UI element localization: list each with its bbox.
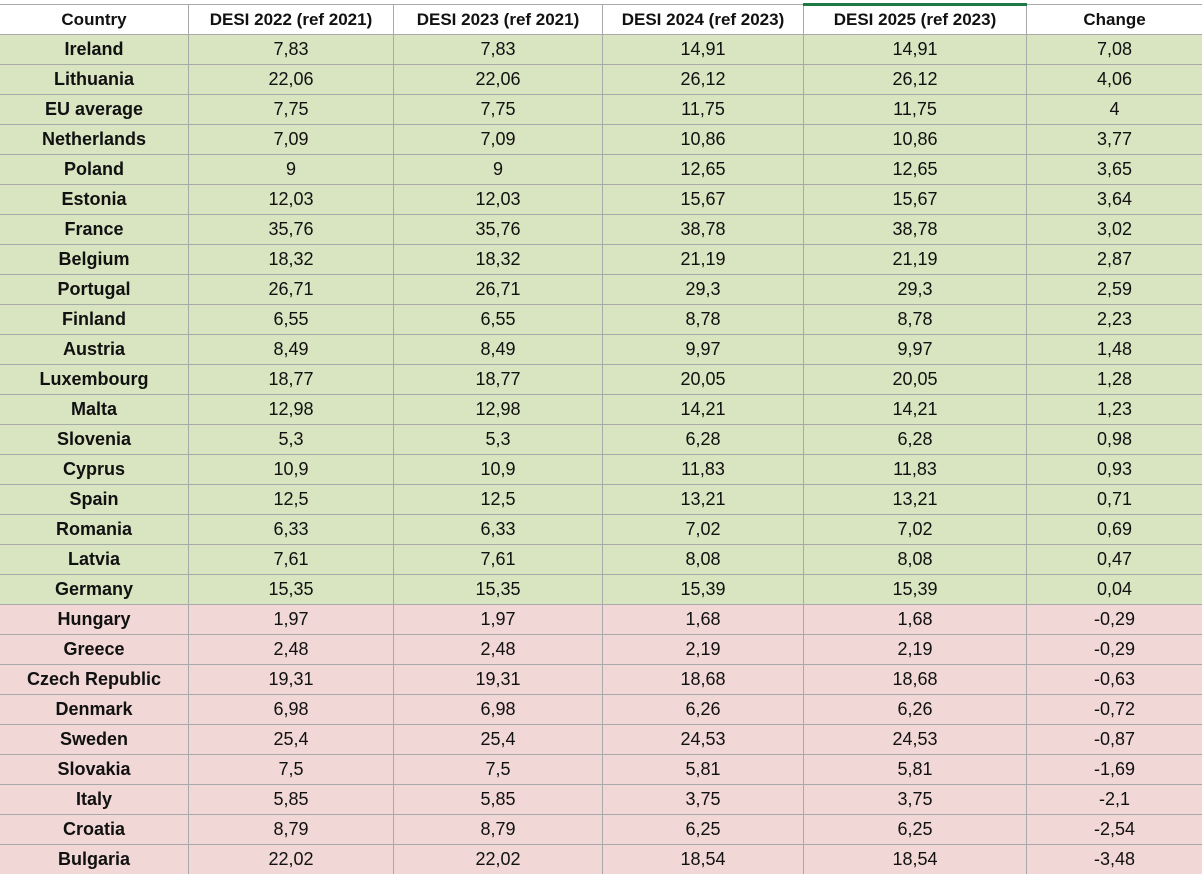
country-cell[interactable]: Germany [0, 575, 189, 605]
desi-2025-cell[interactable]: 8,78 [804, 305, 1027, 335]
desi-2022-cell[interactable]: 12,5 [189, 485, 394, 515]
country-cell[interactable]: Croatia [0, 815, 189, 845]
change-cell[interactable]: -0,29 [1027, 635, 1202, 665]
table-row [0, 215, 1202, 245]
desi-2022-cell[interactable]: 8,49 [189, 335, 394, 365]
desi-2025-cell[interactable]: 20,05 [804, 365, 1027, 395]
country-cell[interactable]: Hungary [0, 605, 189, 635]
desi-2025-cell[interactable]: 3,75 [804, 785, 1027, 815]
table-row [0, 695, 1202, 725]
table-row [0, 725, 1202, 755]
change-cell[interactable]: -2,54 [1027, 815, 1202, 845]
country-cell[interactable]: Estonia [0, 185, 189, 215]
desi-2024-cell[interactable]: 7,02 [603, 515, 804, 545]
desi-2024-cell[interactable]: 11,83 [603, 455, 804, 485]
header-desi-2024[interactable]: DESI 2024 (ref 2023) [603, 5, 804, 35]
desi-2022-cell[interactable]: 9 [189, 155, 394, 185]
desi-2025-cell[interactable]: 9,97 [804, 335, 1027, 365]
desi-2022-cell[interactable]: 10,9 [189, 455, 394, 485]
country-cell[interactable]: Austria [0, 335, 189, 365]
header-desi-2025[interactable]: DESI 2025 (ref 2023) [804, 5, 1027, 35]
desi-2025-cell[interactable]: 12,65 [804, 155, 1027, 185]
change-cell[interactable]: 0,04 [1027, 575, 1202, 605]
desi-2025-cell[interactable]: 14,91 [804, 35, 1027, 65]
desi-2023-cell[interactable]: 26,71 [394, 275, 603, 305]
change-cell[interactable]: 0,98 [1027, 425, 1202, 455]
desi-2024-cell[interactable]: 5,81 [603, 755, 804, 785]
desi-2022-cell[interactable]: 8,79 [189, 815, 394, 845]
change-cell[interactable]: 2,23 [1027, 305, 1202, 335]
table-row [0, 455, 1202, 485]
desi-2022-cell[interactable]: 12,03 [189, 185, 394, 215]
header-row [0, 5, 1202, 35]
desi-2025-cell[interactable]: 14,21 [804, 395, 1027, 425]
desi-2023-cell[interactable]: 12,98 [394, 395, 603, 425]
country-cell[interactable]: Denmark [0, 695, 189, 725]
table-row [0, 65, 1202, 95]
desi-2022-cell[interactable]: 7,09 [189, 125, 394, 155]
desi-2022-cell[interactable]: 7,5 [189, 755, 394, 785]
change-cell[interactable]: 1,23 [1027, 395, 1202, 425]
table-row [0, 305, 1202, 335]
table-row [0, 335, 1202, 365]
desi-2024-cell[interactable]: 13,21 [603, 485, 804, 515]
desi-2023-cell[interactable]: 18,77 [394, 365, 603, 395]
desi-2024-cell[interactable]: 26,12 [603, 65, 804, 95]
country-cell[interactable]: Poland [0, 155, 189, 185]
table-row [0, 155, 1202, 185]
desi-2023-cell[interactable]: 5,3 [394, 425, 603, 455]
table-row [0, 485, 1202, 515]
change-cell[interactable]: 7,08 [1027, 35, 1202, 65]
desi-2023-cell[interactable]: 7,09 [394, 125, 603, 155]
desi-2022-cell[interactable]: 12,98 [189, 395, 394, 425]
desi-2024-cell[interactable]: 18,68 [603, 665, 804, 695]
desi-2024-cell[interactable]: 24,53 [603, 725, 804, 755]
desi-2022-cell[interactable]: 22,06 [189, 65, 394, 95]
table-row [0, 665, 1202, 695]
country-cell[interactable]: Finland [0, 305, 189, 335]
desi-2022-cell[interactable]: 1,97 [189, 605, 394, 635]
header-desi-2022[interactable]: DESI 2022 (ref 2021) [189, 5, 394, 35]
change-cell[interactable]: 0,47 [1027, 545, 1202, 575]
desi-2024-cell[interactable]: 18,54 [603, 845, 804, 874]
desi-2024-cell[interactable]: 38,78 [603, 215, 804, 245]
desi-2022-cell[interactable]: 5,3 [189, 425, 394, 455]
desi-2023-cell[interactable]: 35,76 [394, 215, 603, 245]
desi-2023-cell[interactable]: 7,5 [394, 755, 603, 785]
country-cell[interactable]: Greece [0, 635, 189, 665]
country-cell[interactable]: Malta [0, 395, 189, 425]
desi-2024-cell[interactable]: 8,08 [603, 545, 804, 575]
desi-2024-cell[interactable]: 6,28 [603, 425, 804, 455]
desi-2023-cell[interactable]: 7,83 [394, 35, 603, 65]
table-row [0, 815, 1202, 845]
desi-2024-cell[interactable]: 6,26 [603, 695, 804, 725]
desi-2025-cell[interactable]: 8,08 [804, 545, 1027, 575]
header-desi-2023[interactable]: DESI 2023 (ref 2021) [394, 5, 603, 35]
desi-2023-cell[interactable]: 15,35 [394, 575, 603, 605]
desi-2024-cell[interactable]: 8,78 [603, 305, 804, 335]
header-country[interactable]: Country [0, 5, 189, 35]
desi-2025-cell[interactable]: 29,3 [804, 275, 1027, 305]
country-cell[interactable]: Sweden [0, 725, 189, 755]
table-row [0, 605, 1202, 635]
change-cell[interactable]: 3,02 [1027, 215, 1202, 245]
desi-2023-cell[interactable]: 7,75 [394, 95, 603, 125]
desi-2025-cell[interactable]: 15,39 [804, 575, 1027, 605]
desi-2022-cell[interactable]: 6,33 [189, 515, 394, 545]
country-cell[interactable]: Cyprus [0, 455, 189, 485]
country-cell[interactable]: EU average [0, 95, 189, 125]
country-cell[interactable]: Portugal [0, 275, 189, 305]
desi-2025-cell[interactable]: 21,19 [804, 245, 1027, 275]
table-row [0, 575, 1202, 605]
desi-2024-cell[interactable]: 9,97 [603, 335, 804, 365]
country-cell[interactable]: Italy [0, 785, 189, 815]
desi-2022-cell[interactable]: 5,85 [189, 785, 394, 815]
desi-2023-cell[interactable]: 22,06 [394, 65, 603, 95]
desi-2025-cell[interactable]: 18,54 [804, 845, 1027, 874]
desi-2025-cell[interactable]: 13,21 [804, 485, 1027, 515]
table-row [0, 785, 1202, 815]
table-row [0, 275, 1202, 305]
desi-2022-cell[interactable]: 26,71 [189, 275, 394, 305]
country-cell[interactable]: Luxembourg [0, 365, 189, 395]
desi-2022-cell[interactable]: 6,98 [189, 695, 394, 725]
desi-2023-cell[interactable]: 6,98 [394, 695, 603, 725]
desi-2025-cell[interactable]: 7,02 [804, 515, 1027, 545]
change-cell[interactable]: -0,72 [1027, 695, 1202, 725]
desi-2025-cell[interactable]: 11,75 [804, 95, 1027, 125]
country-cell[interactable]: Latvia [0, 545, 189, 575]
table-row [0, 845, 1202, 874]
desi-2025-cell[interactable]: 6,25 [804, 815, 1027, 845]
desi-2023-cell[interactable]: 10,9 [394, 455, 603, 485]
desi-2025-cell[interactable]: 18,68 [804, 665, 1027, 695]
table-row [0, 635, 1202, 665]
desi-2023-cell[interactable]: 19,31 [394, 665, 603, 695]
change-cell[interactable]: 0,71 [1027, 485, 1202, 515]
table-row [0, 35, 1202, 65]
change-cell[interactable]: 3,77 [1027, 125, 1202, 155]
desi-2023-cell[interactable]: 7,61 [394, 545, 603, 575]
desi-2024-cell[interactable]: 2,19 [603, 635, 804, 665]
change-cell[interactable]: 3,64 [1027, 185, 1202, 215]
table-row [0, 185, 1202, 215]
change-cell[interactable]: -0,63 [1027, 665, 1202, 695]
desi-2022-cell[interactable]: 18,32 [189, 245, 394, 275]
change-cell[interactable]: -0,87 [1027, 725, 1202, 755]
desi-2025-cell[interactable]: 24,53 [804, 725, 1027, 755]
desi-2023-cell[interactable]: 25,4 [394, 725, 603, 755]
country-cell[interactable]: France [0, 215, 189, 245]
desi-2025-cell[interactable]: 5,81 [804, 755, 1027, 785]
country-cell[interactable]: Ireland [0, 35, 189, 65]
desi-2023-cell[interactable]: 22,02 [394, 845, 603, 874]
desi-2022-cell[interactable]: 6,55 [189, 305, 394, 335]
table-body [0, 35, 1202, 874]
desi-2024-cell[interactable]: 1,68 [603, 605, 804, 635]
desi-2022-cell[interactable]: 15,35 [189, 575, 394, 605]
desi-2023-cell[interactable]: 2,48 [394, 635, 603, 665]
desi-2023-cell[interactable]: 6,33 [394, 515, 603, 545]
header-change[interactable]: Change [1027, 5, 1202, 35]
desi-2025-cell[interactable]: 38,78 [804, 215, 1027, 245]
change-cell[interactable]: 0,93 [1027, 455, 1202, 485]
table-row [0, 755, 1202, 785]
desi-2025-cell[interactable]: 1,68 [804, 605, 1027, 635]
desi-2024-cell[interactable]: 3,75 [603, 785, 804, 815]
desi-2024-cell[interactable]: 21,19 [603, 245, 804, 275]
country-cell[interactable]: Slovakia [0, 755, 189, 785]
desi-2022-cell[interactable]: 19,31 [189, 665, 394, 695]
change-cell[interactable]: 3,65 [1027, 155, 1202, 185]
desi-2022-cell[interactable]: 25,4 [189, 725, 394, 755]
change-cell[interactable]: 4,06 [1027, 65, 1202, 95]
change-cell[interactable]: 2,59 [1027, 275, 1202, 305]
change-cell[interactable]: -2,1 [1027, 785, 1202, 815]
desi-2023-cell[interactable]: 8,79 [394, 815, 603, 845]
change-cell[interactable]: 2,87 [1027, 245, 1202, 275]
change-cell[interactable]: 0,69 [1027, 515, 1202, 545]
change-cell[interactable]: -0,29 [1027, 605, 1202, 635]
country-cell[interactable]: Netherlands [0, 125, 189, 155]
desi-2023-cell[interactable]: 12,5 [394, 485, 603, 515]
desi-2024-cell[interactable]: 15,67 [603, 185, 804, 215]
table-row [0, 125, 1202, 155]
country-cell[interactable]: Spain [0, 485, 189, 515]
desi-2022-cell[interactable]: 7,83 [189, 35, 394, 65]
table-row [0, 515, 1202, 545]
change-cell[interactable]: -1,69 [1027, 755, 1202, 785]
desi-2022-cell[interactable]: 7,75 [189, 95, 394, 125]
desi-2024-cell[interactable]: 6,25 [603, 815, 804, 845]
desi-2025-cell[interactable]: 6,28 [804, 425, 1027, 455]
desi-table [0, 3, 1202, 874]
desi-2025-cell[interactable]: 15,67 [804, 185, 1027, 215]
country-cell[interactable]: Bulgaria [0, 845, 189, 874]
desi-2023-cell[interactable]: 9 [394, 155, 603, 185]
desi-2024-cell[interactable]: 29,3 [603, 275, 804, 305]
desi-2022-cell[interactable]: 18,77 [189, 365, 394, 395]
desi-2025-cell[interactable]: 2,19 [804, 635, 1027, 665]
desi-2022-cell[interactable]: 22,02 [189, 845, 394, 874]
table-row [0, 245, 1202, 275]
desi-2022-cell[interactable]: 7,61 [189, 545, 394, 575]
desi-2022-cell[interactable]: 2,48 [189, 635, 394, 665]
country-cell[interactable]: Lithuania [0, 65, 189, 95]
desi-2024-cell[interactable]: 10,86 [603, 125, 804, 155]
desi-2024-cell[interactable]: 15,39 [603, 575, 804, 605]
desi-2022-cell[interactable]: 35,76 [189, 215, 394, 245]
country-cell[interactable]: Czech Republic [0, 665, 189, 695]
desi-2024-cell[interactable]: 12,65 [603, 155, 804, 185]
change-cell[interactable]: 1,48 [1027, 335, 1202, 365]
desi-2025-cell[interactable]: 10,86 [804, 125, 1027, 155]
desi-2025-cell[interactable]: 26,12 [804, 65, 1027, 95]
table-row [0, 545, 1202, 575]
desi-2023-cell[interactable]: 12,03 [394, 185, 603, 215]
table-row [0, 395, 1202, 425]
desi-2023-cell[interactable]: 1,97 [394, 605, 603, 635]
desi-2024-cell[interactable]: 11,75 [603, 95, 804, 125]
desi-2025-cell[interactable]: 6,26 [804, 695, 1027, 725]
country-cell[interactable]: Slovenia [0, 425, 189, 455]
desi-2024-cell[interactable]: 20,05 [603, 365, 804, 395]
table-row [0, 425, 1202, 455]
desi-2023-cell[interactable]: 5,85 [394, 785, 603, 815]
country-cell[interactable]: Belgium [0, 245, 189, 275]
change-cell[interactable]: -3,48 [1027, 845, 1202, 874]
desi-2023-cell[interactable]: 18,32 [394, 245, 603, 275]
desi-2025-cell[interactable]: 11,83 [804, 455, 1027, 485]
table-row [0, 95, 1202, 125]
change-cell[interactable]: 1,28 [1027, 365, 1202, 395]
desi-2023-cell[interactable]: 8,49 [394, 335, 603, 365]
desi-2024-cell[interactable]: 14,91 [603, 35, 804, 65]
country-cell[interactable]: Romania [0, 515, 189, 545]
desi-2023-cell[interactable]: 6,55 [394, 305, 603, 335]
desi-2024-cell[interactable]: 14,21 [603, 395, 804, 425]
table-row [0, 365, 1202, 395]
change-cell[interactable]: 4 [1027, 95, 1202, 125]
